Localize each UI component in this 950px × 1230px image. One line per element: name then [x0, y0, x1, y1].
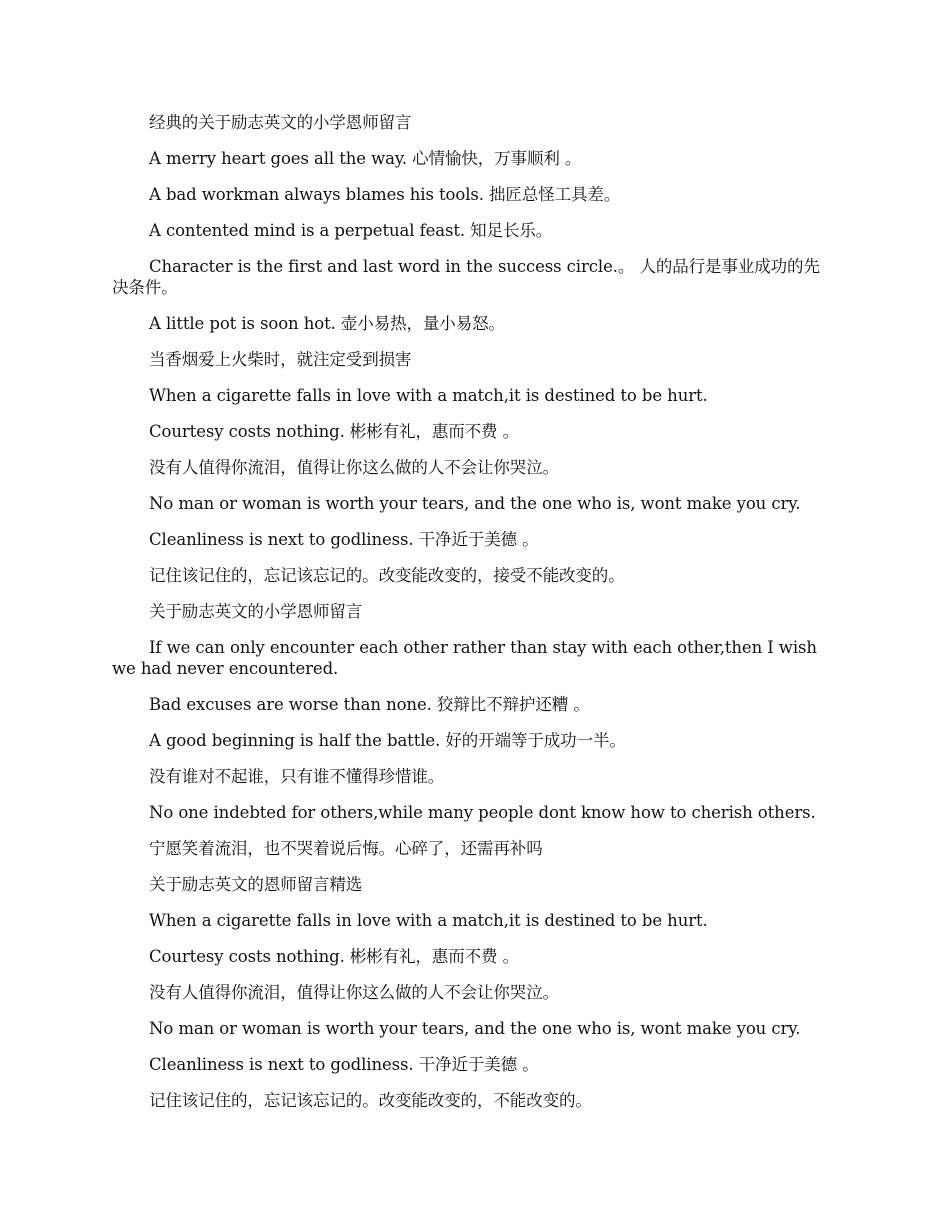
paragraph: 宁愿笑着流泪，也不哭着说后悔。心碎了，还需再补吗	[149, 839, 543, 858]
paragraph: A bad workman always blames his tools. 拙匠总怪工具差。	[149, 185, 621, 204]
paragraph: 当香烟爱上火柴时，就注定受到损害	[149, 350, 412, 369]
paragraph: No man or woman is worth your tears, and the one who is, wont make you cry.	[149, 1019, 801, 1038]
paragraph: No man or woman is worth your tears, and the one who is, wont make you cry.	[149, 494, 801, 513]
paragraph: 没有人值得你流泪，值得让你这么做的人不会让你哭泣。	[149, 458, 560, 477]
paragraph: Character is the first and last word in the success circle.。 人的品行是事业成功的先决条件。	[112, 257, 820, 297]
paragraph: Cleanliness is next to godliness. 干净近于美德 。	[149, 530, 539, 549]
paragraph-heading: 关于励志英文的小学恩师留言	[149, 602, 363, 621]
paragraph: If we can only encounter each other rather than stay with each other,then I wish we had never encountered.	[112, 638, 817, 678]
paragraph: Bad excuses are worse than none. 狡辩比不辩护还糟 。	[149, 695, 590, 714]
document-page	[112, 112, 834, 1126]
paragraph: Courtesy costs nothing. 彬彬有礼，惠而不费 。	[149, 947, 520, 966]
paragraph-title-classic: 经典的关于励志英文的小学恩师留言	[149, 113, 412, 132]
paragraph: When a cigarette falls in love with a match,it is destined to be hurt.	[149, 911, 708, 930]
paragraph: A little pot is soon hot. 壶小易热，量小易怒。	[149, 314, 505, 333]
paragraph: A merry heart goes all the way. 心情愉快，万事顺利 。	[149, 149, 582, 168]
paragraph-heading: 关于励志英文的恩师留言精选	[149, 875, 363, 894]
paragraph: 记住该记住的，忘记该忘记的。改变能改变的，接受不能改变的。	[149, 566, 625, 585]
paragraph: A contented mind is a perpetual feast. 知足长乐。	[149, 221, 553, 240]
paragraph: Courtesy costs nothing. 彬彬有礼，惠而不费 。	[149, 422, 520, 441]
paragraph: A good beginning is half the battle. 好的开端等于成功一半。	[149, 731, 626, 750]
paragraph: 没有人值得你流泪，值得让你这么做的人不会让你哭泣。	[149, 983, 560, 1002]
paragraph: 记住该记住的，忘记该忘记的。改变能改变的，不能改变的。	[149, 1091, 592, 1110]
paragraph: 没有谁对不起谁，只有谁不懂得珍惜谁。	[149, 767, 445, 786]
paragraph: No one indebted for others,while many people dont know how to cherish others.	[149, 803, 816, 822]
paragraph: When a cigarette falls in love with a match,it is destined to be hurt.	[149, 386, 708, 405]
paragraph: Cleanliness is next to godliness. 干净近于美德 。	[149, 1055, 539, 1074]
